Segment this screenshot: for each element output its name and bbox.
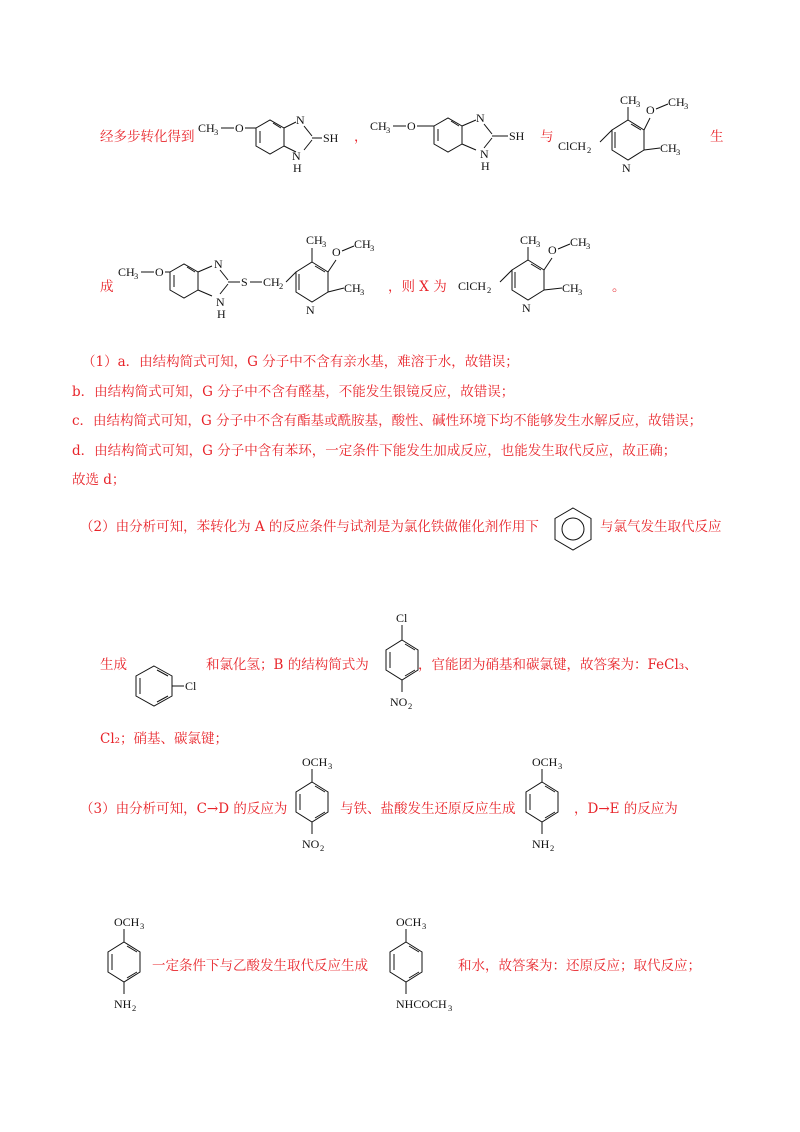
svg-text:OCH: OCH <box>396 915 422 929</box>
svg-text:3: 3 <box>558 761 563 771</box>
q1-option-c: c．由结构简式可知，G 分子中不含有酯基或酰胺基，酸性、碱性环境下均不能够发生水解反应，故错误； <box>72 413 703 429</box>
svg-text:CH: CH <box>354 237 371 251</box>
line1-prefix: 经多步转化得到 <box>100 129 195 145</box>
svg-text:NH: NH <box>114 997 132 1011</box>
line2-prefix: 成 <box>100 279 114 295</box>
svg-text:3: 3 <box>360 287 365 297</box>
methoxy-benzimidazole-thiol-1 <box>196 108 366 178</box>
svg-text:2: 2 <box>132 1003 137 1013</box>
q1-answer: 故选 d； <box>72 472 126 488</box>
svg-text:CH: CH <box>263 275 280 289</box>
q3-line1-prefix: （3）由分析可知，C→D 的反应为 <box>80 801 288 817</box>
svg-text:O: O <box>332 245 341 259</box>
svg-text:2: 2 <box>408 701 413 711</box>
svg-text:NO: NO <box>390 695 408 709</box>
svg-text:3: 3 <box>134 271 139 281</box>
svg-text:SH: SH <box>323 131 339 145</box>
svg-text:2: 2 <box>279 281 284 291</box>
chlorobenzene-structure <box>130 662 210 710</box>
svg-text:OCH: OCH <box>114 915 140 929</box>
svg-text:O: O <box>235 121 244 135</box>
svg-text:3: 3 <box>370 243 375 253</box>
svg-text:3: 3 <box>586 241 591 251</box>
svg-text:3: 3 <box>386 125 391 135</box>
q2-line2-suffix: ，官能团为硝基和碳氯键，故答案为：FeCl₃、 <box>418 657 698 673</box>
svg-text:N: N <box>292 149 301 163</box>
svg-text:2: 2 <box>587 145 592 155</box>
q3-line2-prefix: 一定条件下与乙酸发生取代反应生成 <box>152 958 368 974</box>
svg-text:2: 2 <box>550 843 555 853</box>
q3-line2-suffix: 和水，故答案为：还原反应；取代反应； <box>458 958 701 974</box>
svg-text:ClCH: ClCH <box>458 279 487 293</box>
svg-text:CH: CH <box>198 121 215 135</box>
svg-text:CH: CH <box>668 95 685 109</box>
svg-text:3: 3 <box>684 101 689 111</box>
compound-x-structure <box>458 232 618 322</box>
svg-text:CH: CH <box>118 265 135 279</box>
svg-text:O: O <box>155 265 164 279</box>
svg-text:2: 2 <box>320 843 325 853</box>
svg-text:3: 3 <box>328 761 333 771</box>
q3-line1-suffix: ，D→E 的反应为 <box>574 801 678 817</box>
svg-text:Cl: Cl <box>396 611 408 625</box>
svg-text:O: O <box>548 243 557 257</box>
svg-text:OCH: OCH <box>302 755 328 769</box>
q2-line1-suffix: 与氯气发生取代反应 <box>600 519 722 535</box>
svg-text:N: N <box>476 111 485 125</box>
svg-text:3: 3 <box>422 921 427 931</box>
thioether-product-structure <box>116 228 396 323</box>
q1-option-d: d．由结构简式可知，G 分子中含有苯环，一定条件下能发生加成反应，也能发生取代反应，故正确； <box>72 443 677 459</box>
svg-text:2: 2 <box>487 285 492 295</box>
q2-line3: Cl₂；硝基、碳氯键； <box>100 731 229 747</box>
svg-text:CH: CH <box>660 141 677 155</box>
svg-text:OCH: OCH <box>532 755 558 769</box>
q1-option-a: （1）a．由结构简式可知，G 分子中不含有亲水基，难溶于水，故错误； <box>82 354 519 370</box>
svg-text:CH: CH <box>562 281 579 295</box>
svg-text:3: 3 <box>214 127 219 137</box>
svg-text:N: N <box>622 161 631 175</box>
svg-text:CH: CH <box>570 235 587 249</box>
svg-text:CH: CH <box>370 119 387 133</box>
svg-text:O: O <box>646 103 655 117</box>
line1-suffix: 生 <box>710 129 724 145</box>
line2-period: 。 <box>612 279 626 295</box>
svg-text:3: 3 <box>676 147 681 157</box>
svg-text:3: 3 <box>636 99 641 109</box>
svg-text:3: 3 <box>536 239 541 249</box>
q2-line1-prefix: （2）由分析可知，苯转化为 A 的反应条件与试剂是为氯化铁做催化剂作用下 <box>80 519 539 535</box>
svg-text:S: S <box>241 275 248 289</box>
svg-text:3: 3 <box>448 1003 453 1013</box>
svg-text:3: 3 <box>322 239 327 249</box>
svg-text:NH: NH <box>532 837 550 851</box>
line2-x-is: ，则 X 为 <box>388 279 447 295</box>
svg-text:NHCOCH: NHCOCH <box>396 997 447 1011</box>
svg-text:H: H <box>217 307 226 321</box>
svg-text:CH: CH <box>620 93 637 107</box>
svg-text:N: N <box>296 113 305 127</box>
q3-line1-mid: 与铁、盐酸发生还原反应生成 <box>340 801 516 817</box>
methoxy-benzimidazole-thiol-2 <box>368 108 548 178</box>
svg-text:3: 3 <box>140 921 145 931</box>
svg-text:O: O <box>407 119 416 133</box>
svg-text:Cl: Cl <box>185 679 197 693</box>
q2-line2-prefix: 生成 <box>100 657 127 673</box>
svg-text:CH: CH <box>306 233 323 247</box>
svg-text:SH: SH <box>509 129 525 143</box>
svg-text:CH: CH <box>520 233 537 247</box>
svg-text:H: H <box>293 161 302 175</box>
line1-comma: ， <box>354 129 368 145</box>
svg-text:N: N <box>522 301 531 315</box>
svg-text:3: 3 <box>578 287 583 297</box>
svg-text:N: N <box>214 257 223 271</box>
svg-text:N: N <box>216 295 225 309</box>
svg-text:NO: NO <box>302 837 320 851</box>
line1-and: 与 <box>540 129 554 145</box>
svg-text:CH: CH <box>344 281 361 295</box>
svg-text:N: N <box>480 147 489 161</box>
svg-text:ClCH: ClCH <box>558 139 587 153</box>
benzene-structure <box>548 504 598 554</box>
q1-option-b: b．由结构简式可知，G 分子中不含有醛基，不能发生银镜反应，故错误； <box>72 384 515 400</box>
q2-line2-hcl: 和氯化氢；B 的结构简式为 <box>206 657 369 673</box>
chloromethyl-pyridine-reagent <box>558 92 718 182</box>
svg-text:N: N <box>306 303 315 317</box>
svg-text:H: H <box>481 159 490 173</box>
